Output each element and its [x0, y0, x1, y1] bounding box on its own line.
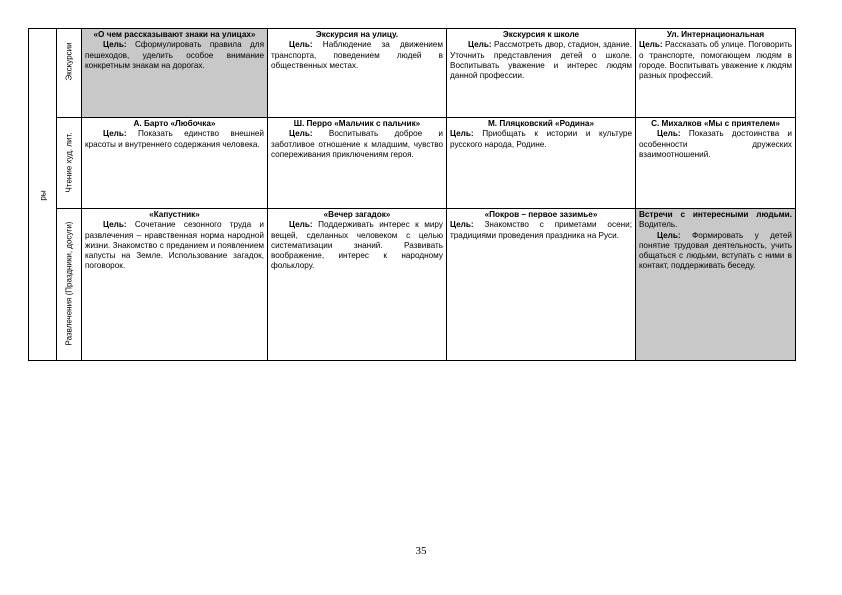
plan-cell	[447, 118, 636, 209]
cell-title: Экскурсия на улицу.	[315, 30, 399, 39]
cell-title: «Вечер загадок»	[323, 210, 391, 219]
goal-text: Показать единство внешней красоты и внутреннего содержания человека.	[85, 129, 264, 149]
goal-text: Воспитывать доброе и заботливое отношение к младшим, чувство сопереживания приключениям героя.	[271, 129, 443, 159]
plan-cell	[636, 209, 796, 361]
goal-text: Сформулировать правила для пешеходов, уделить особое внимание конкретным знакам на дорогах.	[85, 40, 264, 70]
goal-label: Цель:	[289, 220, 313, 230]
goal-label: Цель:	[103, 40, 127, 50]
row-label-cell	[57, 29, 82, 118]
cell-title: «Покров – первое зазимье»	[484, 210, 598, 219]
cell-title: Ул. Интернациональная	[666, 30, 765, 39]
page-number: 35	[415, 545, 427, 557]
section-label: ры	[38, 190, 47, 201]
cell-title-extra: Водитель.	[639, 220, 678, 230]
cell-title: М. Пляцковский «Родина»	[487, 119, 595, 128]
cell-title: Экскурсия к школе	[502, 30, 580, 39]
goal-text: Поддерживать интерес к миру вещей, сделанных человеком с целью систематизации знаний. Развивать воображение, интерес к народному фольклору.	[271, 220, 443, 271]
cell-title: А. Барто «Любочка»	[133, 119, 216, 128]
goal-label: Цель:	[450, 129, 474, 139]
goal-text: Показать достоинства и особенности дружеских взаимоотношений.	[639, 129, 792, 159]
table-row	[29, 118, 796, 209]
cell-title: «Капустник»	[149, 210, 200, 219]
goal-label: Цель:	[103, 129, 127, 139]
row-label-cell	[57, 209, 82, 361]
goal-label: Цель:	[289, 129, 313, 139]
plan-cell	[268, 209, 447, 361]
goal-text: Знакомство с приметами осени; традициями проведения праздника на Руси.	[450, 220, 632, 240]
table-row	[29, 209, 796, 361]
activity-plan-table	[28, 28, 796, 361]
plan-cell	[268, 29, 447, 118]
plan-cell	[447, 209, 636, 361]
row-label: Экскурсии	[64, 42, 74, 81]
goal-text: Рассмотреть двор, стадион, здание. Уточнить представления детей о школе. Воспитывать уважение и интерес людям данной профессии.	[450, 40, 632, 81]
goal-label: Цель:	[657, 230, 681, 240]
goal-label: Цель:	[289, 40, 313, 50]
goal-text: Формировать у детей понятие трудовая деятельность, учить общаться с людьми, вступать с ними в контакт, поддерживать беседу.	[639, 230, 792, 271]
goal-label: Цель:	[639, 40, 663, 50]
plan-cell	[82, 29, 268, 118]
table-row	[29, 29, 796, 118]
plan-cell	[82, 118, 268, 209]
cell-title: Ш. Перро «Мальчик с пальчик»	[293, 119, 421, 128]
goal-label: Цель:	[103, 220, 127, 230]
plan-cell	[268, 118, 447, 209]
goal-label: Цель:	[657, 129, 681, 139]
plan-cell	[636, 29, 796, 118]
plan-cell	[82, 209, 268, 361]
section-label-cell	[29, 29, 57, 361]
cell-title: «О чем рассказывают знаки на улицах»	[93, 30, 256, 39]
goal-text: Приобщать к истории и культуре русского народа, Родине.	[450, 129, 632, 149]
goal-label: Цель:	[468, 40, 492, 50]
cell-title: С. Михалков «Мы с приятелем»	[651, 119, 780, 128]
row-label-cell	[57, 118, 82, 209]
row-label: Развлечения (Праздники, досуги)	[64, 221, 74, 346]
goal-text: Сочетание сезонного труда и развлечения – нравственная норма народной жизни. Знакомство с преданием и появлением капусты на Земле. Использование загадок, поговорок.	[85, 220, 264, 271]
cell-title: Встречи с интересными людьми.	[639, 210, 792, 219]
plan-cell	[447, 29, 636, 118]
goal-label: Цель:	[450, 220, 474, 230]
row-label: Чтение худ. лит.	[64, 132, 74, 193]
goal-text: Рассказать об улице. Поговорить о транспорте, помогающем людям в городе. Воспитывать уважение к людям разных профессий.	[639, 40, 792, 81]
plan-cell	[636, 118, 796, 209]
goal-text: Наблюдение за движением транспорта, поведением людей в общественных местах.	[271, 40, 443, 70]
